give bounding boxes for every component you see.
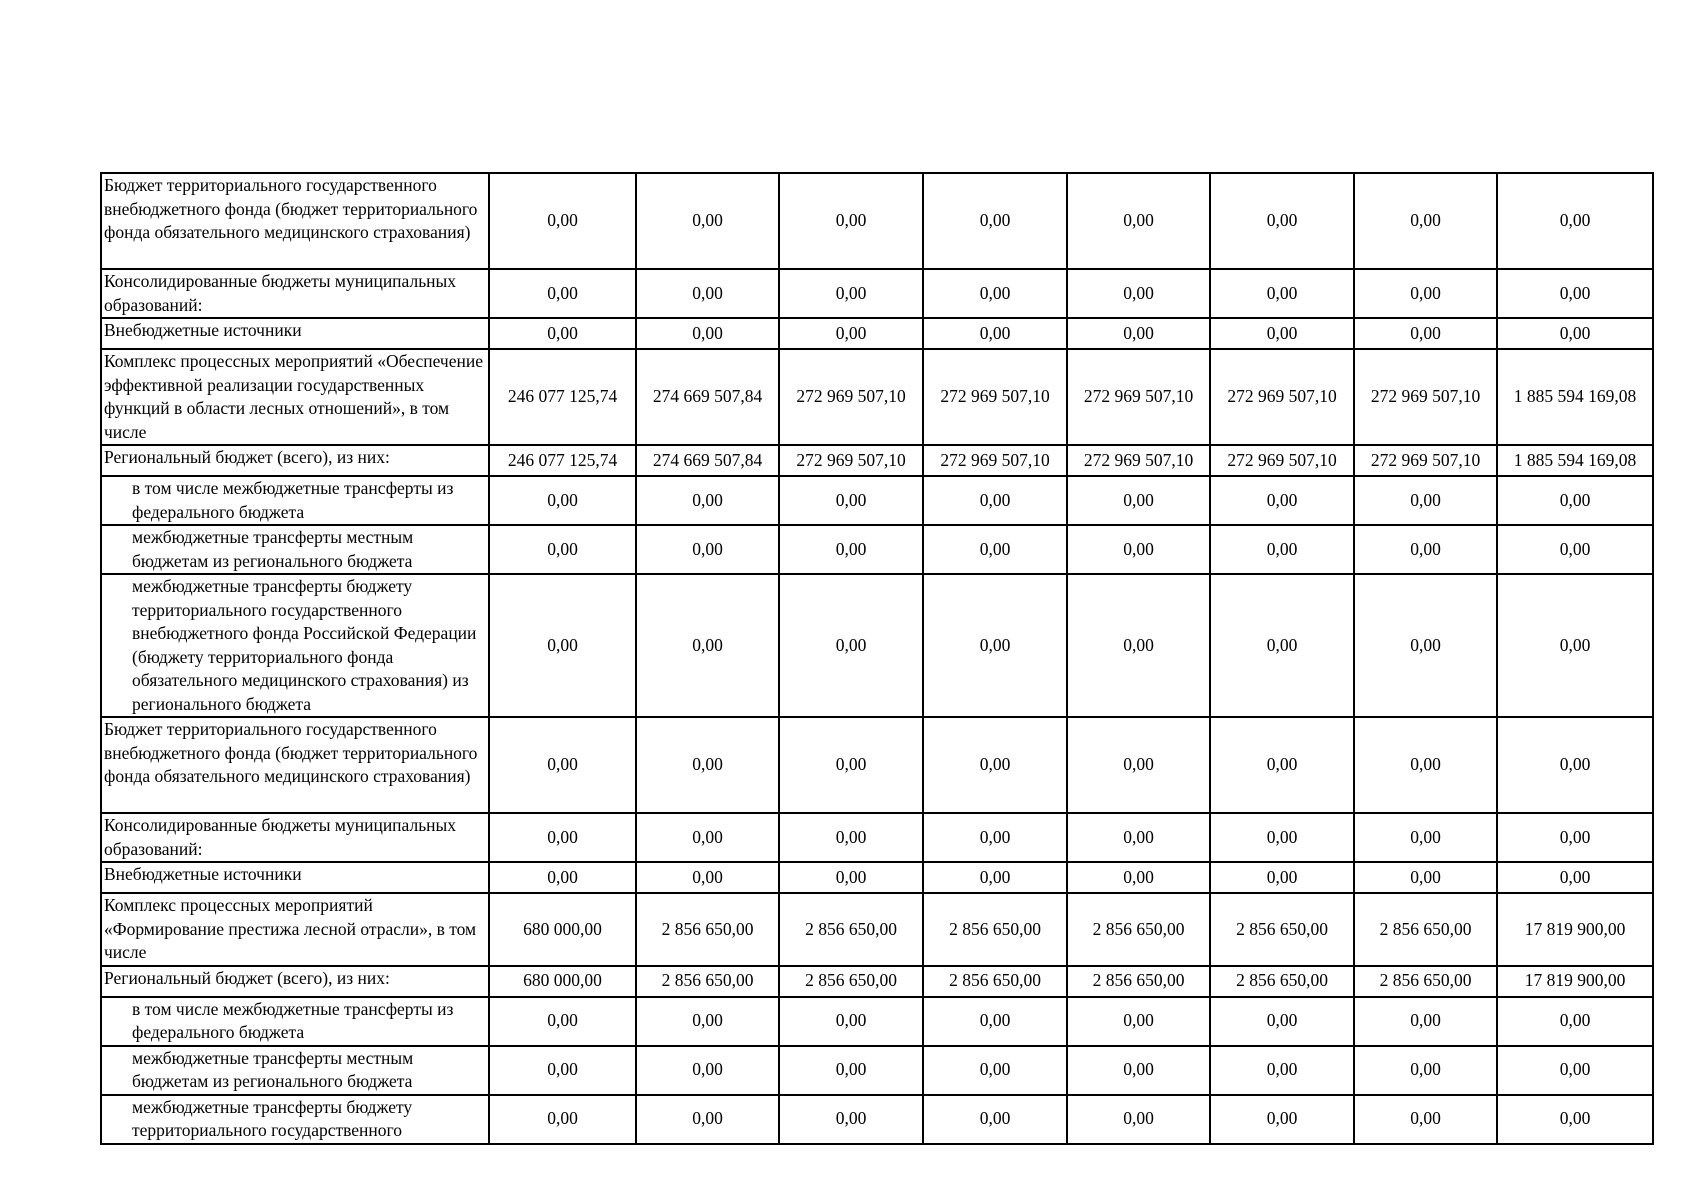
- value-cell: 272 969 507,10: [923, 445, 1067, 476]
- row-label-cell: [101, 966, 489, 997]
- value-cell: 0,00: [1210, 813, 1354, 862]
- value-cell: 0,00: [1354, 574, 1497, 717]
- row-label: межбюджетные трансферты местным бюджетам из регионального бюджета: [132, 527, 414, 571]
- value-cell: 0,00: [636, 476, 779, 525]
- row-label-cell: [101, 813, 489, 862]
- value-cell: 0,00: [1210, 173, 1354, 269]
- table-row: [101, 1046, 1653, 1095]
- value-cell: 272 969 507,10: [1067, 349, 1210, 445]
- value-cell: 0,00: [779, 574, 923, 717]
- value-cell: 0,00: [1067, 574, 1210, 717]
- value-cell: 0,00: [779, 173, 923, 269]
- value-cell: 0,00: [923, 476, 1067, 525]
- value-cell: 0,00: [1210, 1095, 1354, 1144]
- value-cell: 0,00: [489, 574, 636, 717]
- table-row: [101, 349, 1653, 445]
- row-label: Внебюджетные источники: [104, 864, 302, 884]
- row-label: Внебюджетные источники: [104, 320, 302, 340]
- value-cell: 246 077 125,74: [489, 349, 636, 445]
- row-label: в том числе межбюджетные трансферты из федерального бюджета: [132, 478, 454, 522]
- value-cell: 0,00: [1067, 1046, 1210, 1095]
- value-cell: 0,00: [1497, 574, 1653, 717]
- table-body: [101, 173, 1653, 1144]
- value-cell: 0,00: [923, 862, 1067, 893]
- value-cell: 0,00: [923, 717, 1067, 813]
- value-cell: 0,00: [779, 1046, 923, 1095]
- value-cell: 0,00: [1354, 1046, 1497, 1095]
- value-cell: 0,00: [923, 173, 1067, 269]
- value-cell: 0,00: [489, 525, 636, 574]
- row-label: Бюджет территориального государственного внебюджетного фонда (бюджет территориального фонда обязательного медицинского страхования): [104, 719, 478, 786]
- row-label: Региональный бюджет (всего), из них:: [104, 967, 390, 988]
- value-cell: 17 819 900,00: [1497, 893, 1653, 966]
- table-row: [101, 476, 1653, 525]
- value-cell: 0,00: [1067, 173, 1210, 269]
- row-label: Бюджет территориального государственного внебюджетного фонда (бюджет территориального фонда обязательного медицинского страхования): [104, 175, 478, 242]
- value-cell: 0,00: [489, 862, 636, 893]
- value-cell: 0,00: [1497, 813, 1653, 862]
- row-label: в том числе межбюджетные трансферты из федерального бюджета: [132, 998, 454, 1042]
- row-label-cell: [101, 862, 489, 893]
- row-label-cell: [101, 574, 489, 717]
- value-cell: 0,00: [636, 813, 779, 862]
- table-row: [101, 1095, 1653, 1144]
- value-cell: 0,00: [1354, 525, 1497, 574]
- value-cell: 272 969 507,10: [779, 349, 923, 445]
- value-cell: 274 669 507,84: [636, 445, 779, 476]
- table-row: [101, 997, 1653, 1046]
- value-cell: 2 856 650,00: [1210, 893, 1354, 966]
- row-label-cell: [101, 997, 489, 1046]
- row-label-cell: [101, 269, 489, 318]
- value-cell: 0,00: [1497, 173, 1653, 269]
- value-cell: 0,00: [1354, 997, 1497, 1046]
- value-cell: 0,00: [923, 1046, 1067, 1095]
- value-cell: 1 885 594 169,08: [1497, 445, 1653, 476]
- value-cell: 0,00: [1354, 813, 1497, 862]
- row-label-cell: [101, 445, 489, 476]
- value-cell: 0,00: [1067, 318, 1210, 349]
- row-label-cell: [101, 893, 489, 966]
- value-cell: 17 819 900,00: [1497, 966, 1653, 997]
- row-label: Консолидированные бюджеты муниципальных образований:: [104, 815, 457, 859]
- value-cell: 2 856 650,00: [1210, 966, 1354, 997]
- value-cell: 0,00: [636, 173, 779, 269]
- row-label: межбюджетные трансферты бюджету территориального государственного: [132, 1096, 413, 1140]
- value-cell: 0,00: [489, 717, 636, 813]
- value-cell: 0,00: [779, 813, 923, 862]
- row-label: межбюджетные трансферты бюджету территориального государственного внебюджетного фонда Российской Федерации (бюджету территориального фонда обязательного медицинского страхования) из регионального бюджета: [132, 576, 477, 714]
- table-row: [101, 445, 1653, 476]
- value-cell: 0,00: [1210, 717, 1354, 813]
- value-cell: 0,00: [1497, 525, 1653, 574]
- value-cell: 0,00: [923, 574, 1067, 717]
- value-cell: 0,00: [923, 525, 1067, 574]
- value-cell: 2 856 650,00: [1354, 893, 1497, 966]
- value-cell: 0,00: [636, 1046, 779, 1095]
- value-cell: 680 000,00: [489, 966, 636, 997]
- value-cell: 0,00: [1497, 318, 1653, 349]
- row-label-cell: [101, 173, 489, 269]
- value-cell: 0,00: [1067, 813, 1210, 862]
- value-cell: 0,00: [779, 862, 923, 893]
- value-cell: 0,00: [1497, 717, 1653, 813]
- row-label-cell: [101, 349, 489, 445]
- row-label-cell: [101, 318, 489, 349]
- value-cell: 0,00: [1067, 862, 1210, 893]
- value-cell: 2 856 650,00: [1067, 893, 1210, 966]
- value-cell: 0,00: [779, 997, 923, 1046]
- row-label-cell: [101, 476, 489, 525]
- value-cell: 0,00: [489, 997, 636, 1046]
- value-cell: 0,00: [1497, 476, 1653, 525]
- value-cell: 272 969 507,10: [1210, 445, 1354, 476]
- value-cell: 2 856 650,00: [779, 966, 923, 997]
- value-cell: 0,00: [489, 269, 636, 318]
- value-cell: 0,00: [1497, 1046, 1653, 1095]
- value-cell: 0,00: [779, 525, 923, 574]
- value-cell: 0,00: [779, 318, 923, 349]
- value-cell: 0,00: [1067, 269, 1210, 318]
- value-cell: 0,00: [923, 1095, 1067, 1144]
- value-cell: 2 856 650,00: [923, 893, 1067, 966]
- row-label-cell: [101, 717, 489, 813]
- value-cell: 0,00: [1354, 476, 1497, 525]
- row-label: Комплекс процессных мероприятий «Обеспечение эффективной реализации государственных функций в области лесных отношений», в том числе: [104, 351, 484, 442]
- value-cell: 0,00: [1497, 862, 1653, 893]
- value-cell: 2 856 650,00: [923, 966, 1067, 997]
- value-cell: 0,00: [923, 813, 1067, 862]
- row-label-cell: [101, 1095, 489, 1144]
- value-cell: 2 856 650,00: [636, 966, 779, 997]
- value-cell: 680 000,00: [489, 893, 636, 966]
- value-cell: 0,00: [1210, 476, 1354, 525]
- value-cell: 0,00: [923, 269, 1067, 318]
- value-cell: 0,00: [636, 269, 779, 318]
- value-cell: 272 969 507,10: [1210, 349, 1354, 445]
- value-cell: 272 969 507,10: [779, 445, 923, 476]
- value-cell: 246 077 125,74: [489, 445, 636, 476]
- value-cell: 2 856 650,00: [636, 893, 779, 966]
- value-cell: 0,00: [1210, 269, 1354, 318]
- table-row: [101, 813, 1653, 862]
- table-row: [101, 173, 1653, 269]
- value-cell: 0,00: [1354, 862, 1497, 893]
- row-label-cell: [101, 525, 489, 574]
- table-row: [101, 318, 1653, 349]
- table-row: [101, 574, 1653, 717]
- value-cell: 2 856 650,00: [1354, 966, 1497, 997]
- table-row: [101, 862, 1653, 893]
- value-cell: 0,00: [636, 997, 779, 1046]
- value-cell: 0,00: [923, 997, 1067, 1046]
- row-label-cell: [101, 1046, 489, 1095]
- row-label: Комплекс процессных мероприятий «Формирование престижа лесной отрасли», в том числе: [104, 895, 477, 962]
- value-cell: 0,00: [1354, 717, 1497, 813]
- value-cell: 2 856 650,00: [1067, 966, 1210, 997]
- value-cell: 0,00: [636, 1095, 779, 1144]
- value-cell: 0,00: [489, 813, 636, 862]
- value-cell: 0,00: [1497, 997, 1653, 1046]
- table-row: [101, 717, 1653, 813]
- table-row: [101, 525, 1653, 574]
- row-label: Региональный бюджет (всего), из них:: [104, 447, 390, 467]
- value-cell: 0,00: [1210, 574, 1354, 717]
- value-cell: 0,00: [1354, 1095, 1497, 1144]
- value-cell: 0,00: [779, 269, 923, 318]
- value-cell: 0,00: [1067, 1095, 1210, 1144]
- row-label: межбюджетные трансферты местным бюджетам из регионального бюджета: [132, 1047, 414, 1091]
- value-cell: 0,00: [1497, 1095, 1653, 1144]
- value-cell: 0,00: [1354, 318, 1497, 349]
- value-cell: 0,00: [1354, 269, 1497, 318]
- value-cell: 1 885 594 169,08: [1497, 349, 1653, 445]
- value-cell: 0,00: [1210, 1046, 1354, 1095]
- value-cell: 274 669 507,84: [636, 349, 779, 445]
- value-cell: 0,00: [636, 525, 779, 574]
- budget-table: [100, 172, 1654, 1145]
- value-cell: 272 969 507,10: [1067, 445, 1210, 476]
- value-cell: 0,00: [779, 1095, 923, 1144]
- value-cell: 272 969 507,10: [923, 349, 1067, 445]
- value-cell: 0,00: [779, 476, 923, 525]
- row-label: Консолидированные бюджеты муниципальных образований:: [104, 271, 457, 315]
- value-cell: 2 856 650,00: [779, 893, 923, 966]
- value-cell: 0,00: [923, 318, 1067, 349]
- value-cell: 0,00: [1210, 318, 1354, 349]
- value-cell: 272 969 507,10: [1354, 445, 1497, 476]
- value-cell: 0,00: [1210, 862, 1354, 893]
- table-row: [101, 966, 1653, 997]
- value-cell: 0,00: [1067, 717, 1210, 813]
- table-row: [101, 893, 1653, 966]
- value-cell: 0,00: [1067, 525, 1210, 574]
- value-cell: 0,00: [1067, 476, 1210, 525]
- value-cell: 0,00: [636, 862, 779, 893]
- value-cell: 0,00: [1497, 269, 1653, 318]
- value-cell: 0,00: [636, 574, 779, 717]
- value-cell: 0,00: [489, 1046, 636, 1095]
- value-cell: 0,00: [489, 1095, 636, 1144]
- value-cell: 272 969 507,10: [1354, 349, 1497, 445]
- table-row: [101, 269, 1653, 318]
- value-cell: 0,00: [636, 318, 779, 349]
- value-cell: 0,00: [1210, 525, 1354, 574]
- value-cell: 0,00: [779, 717, 923, 813]
- value-cell: 0,00: [489, 318, 636, 349]
- value-cell: 0,00: [1210, 997, 1354, 1046]
- value-cell: 0,00: [636, 717, 779, 813]
- value-cell: 0,00: [1067, 997, 1210, 1046]
- value-cell: 0,00: [489, 476, 636, 525]
- value-cell: 0,00: [1354, 173, 1497, 269]
- value-cell: 0,00: [489, 173, 636, 269]
